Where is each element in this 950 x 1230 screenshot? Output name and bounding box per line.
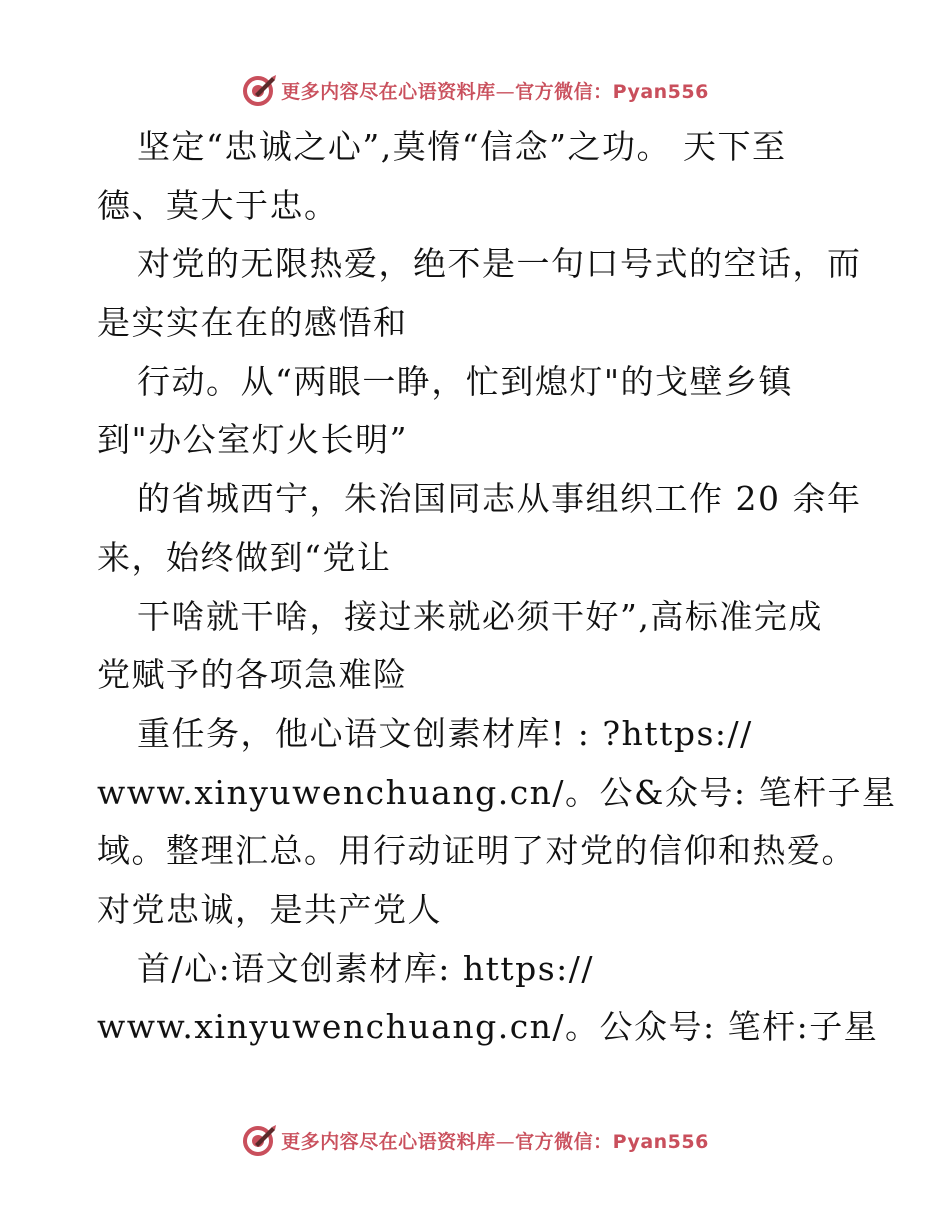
text-line: 域。整理汇总。用行动证明了对党的信仰和热爱。 <box>97 831 856 871</box>
text-line: 对党忠诚，是共产党人 <box>97 889 442 929</box>
header-banner <box>0 70 950 110</box>
header-banner-text <box>281 77 709 104</box>
header-banner-contact: 官方微信：Pyan556 <box>515 80 709 103</box>
text-line: 来，始终做到“党让 <box>97 537 392 577</box>
red-pen-ring-logo-icon <box>241 1122 277 1158</box>
header-banner-main: 更多内容尽在心语资料库 <box>281 80 496 103</box>
text-line: 德、莫大于忠。 <box>97 185 339 225</box>
footer-banner-separator: — <box>495 1130 516 1153</box>
red-pen-ring-logo-icon <box>241 72 277 108</box>
text-line: 到"办公室灯火长明” <box>97 420 409 460</box>
header-banner-separator: — <box>495 80 516 103</box>
footer-banner-main: 更多内容尽在心语资料库 <box>281 1130 496 1153</box>
text-line: 是实实在在的感悟和 <box>97 303 408 343</box>
text-line: www.xinyuwenchuang.cn/。公&众号: 笔杆子星 <box>97 772 897 812</box>
text-line: 坚定“忠诚之心”,莫惰“信念”之功。 天下至 <box>137 127 787 166</box>
footer-banner <box>0 1120 950 1160</box>
text-line: www.xinyuwenchuang.cn/。公众号: 笔杆:子星 <box>97 1007 879 1047</box>
text-line: 的省城西宁，朱治国同志从事组织工作 20 余年 <box>137 479 862 519</box>
text-line: 首/心:语文创素材库: https:// <box>137 948 595 988</box>
text-line: 党赋予的各项急难险 <box>97 655 408 695</box>
text-line: 重任务，他心语文创素材库! : ?https:// <box>137 713 753 753</box>
text-line: 行动。从“两眼一睁，忙到熄灯"的戈壁乡镇 <box>137 361 794 401</box>
text-line: 干啥就干啥，接过来就必须干好”,高标准完成 <box>137 596 823 636</box>
document-body <box>97 118 897 1057</box>
footer-banner-contact: 官方微信：Pyan556 <box>515 1130 709 1153</box>
footer-banner-text <box>281 1127 709 1154</box>
text-line: 对党的无限热爱，绝不是一句口号式的空话，而 <box>137 244 862 284</box>
